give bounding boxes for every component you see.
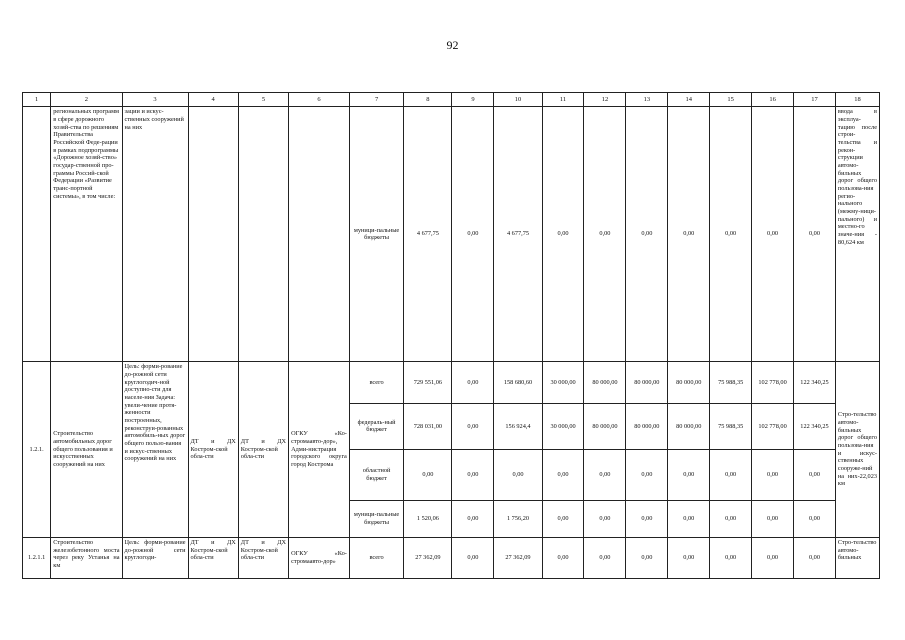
value-cell: 0,00 [626, 537, 668, 578]
value-cell: 102 778,00 [752, 362, 794, 404]
value-cell: 0,00 [752, 107, 794, 362]
value-cell: 0,00 [668, 107, 710, 362]
column-number: 10 [494, 93, 542, 107]
responsible-cell [188, 107, 238, 362]
value-cell: 0,00 [542, 107, 584, 362]
value-cell: 4 677,75 [404, 107, 452, 362]
value-cell: 80 000,00 [626, 362, 668, 404]
funding-source: областной бюджет [349, 449, 403, 500]
funding-source: всего [349, 362, 403, 404]
funding-source: муници-пальные бюджеты [349, 500, 403, 537]
funding-source: всего [349, 537, 403, 578]
value-cell: 4 677,75 [494, 107, 542, 362]
value-cell: 0,00 [752, 500, 794, 537]
value-cell: 0,00 [584, 537, 626, 578]
value-cell: 0,00 [794, 500, 836, 537]
value-cell: 158 680,60 [494, 362, 542, 404]
value-cell: 122 340,25 [794, 404, 836, 449]
table-row [23, 107, 880, 362]
column-number: 15 [710, 93, 752, 107]
value-cell: 0,00 [710, 449, 752, 500]
value-cell: 0,00 [584, 500, 626, 537]
column-number: 13 [626, 93, 668, 107]
value-cell: 0,00 [710, 537, 752, 578]
value-cell: 0,00 [452, 500, 494, 537]
column-number: 9 [452, 93, 494, 107]
value-cell: 729 551,06 [404, 362, 452, 404]
executor-cell [289, 107, 350, 362]
column-number: 1 [23, 93, 51, 107]
value-cell: 0,00 [626, 500, 668, 537]
value-cell: 156 924,4 [494, 404, 542, 449]
expected-result: Стро-тельство автомо-бильных дорог общего пользова-ния и искус-ственных сооруже-ний на них-22,023 км [835, 362, 879, 538]
page-number: 92 [446, 38, 459, 52]
value-cell: 0,00 [542, 449, 584, 500]
program-table [22, 92, 880, 579]
value-cell: 1 756,20 [494, 500, 542, 537]
value-cell: 0,00 [452, 404, 494, 449]
row-number: 1.2.1. [23, 362, 51, 538]
value-cell: 30 000,00 [542, 404, 584, 449]
row-number [23, 107, 51, 362]
value-cell: 0,00 [494, 449, 542, 500]
value-cell: 0,00 [542, 537, 584, 578]
column-number-row [23, 93, 880, 107]
column-number: 8 [404, 93, 452, 107]
value-cell: 0,00 [794, 107, 836, 362]
value-cell: 80 000,00 [668, 404, 710, 449]
column-number: 18 [835, 93, 879, 107]
column-number: 3 [122, 93, 188, 107]
table-row [23, 537, 880, 578]
value-cell: 27 362,09 [404, 537, 452, 578]
expected-result: ввода в эксплуа-тацию после строи-тельства и рекон-струкции автомо-бильных дорог общего пользова-ния регио-нального (межму-ници-пального) и местно-го значе-ния - 80,624 км [835, 107, 879, 362]
value-cell: 0,00 [584, 107, 626, 362]
value-cell: 0,00 [452, 537, 494, 578]
value-cell: 75 988,35 [710, 362, 752, 404]
value-cell: 0,00 [668, 449, 710, 500]
funding-source: муници-пальные бюджеты [349, 107, 403, 362]
value-cell: 0,00 [452, 449, 494, 500]
coordinator-cell: ДТ и ДХ Костром-ской обла-сти [238, 362, 288, 538]
measure-goal: Цель: форми-рование до-рожной сети круглогоди- [122, 537, 188, 578]
value-cell: 0,00 [710, 500, 752, 537]
measure-name: Строительство автомобильных дорог общего пользования и искусственных сооружений на них [51, 362, 122, 538]
value-cell: 122 340,25 [794, 362, 836, 404]
value-cell: 0,00 [584, 449, 626, 500]
value-cell: 0,00 [452, 107, 494, 362]
coordinator-cell [238, 107, 288, 362]
column-number: 14 [668, 93, 710, 107]
column-number: 6 [289, 93, 350, 107]
value-cell: 0,00 [404, 449, 452, 500]
value-cell: 728 031,00 [404, 404, 452, 449]
column-number: 4 [188, 93, 238, 107]
measure-name: региональных программ в сфере дорожного хозяй-ства по решениям Правительства Российской Феде-рации в рамках подпрограммы «Дорожное хозяй-ство» государ-ственной про-граммы Россий-ской Федерации «Развитие транс-портной системы», в том числе: [51, 107, 122, 362]
value-cell: 0,00 [752, 537, 794, 578]
expected-result: Стро-тельство автомо-бильных [835, 537, 879, 578]
value-cell: 0,00 [794, 449, 836, 500]
column-number: 17 [794, 93, 836, 107]
value-cell: 0,00 [794, 537, 836, 578]
value-cell: 80 000,00 [668, 362, 710, 404]
funding-source: федераль-ный бюджет [349, 404, 403, 449]
value-cell: 0,00 [626, 107, 668, 362]
column-number: 5 [238, 93, 288, 107]
column-number: 16 [752, 93, 794, 107]
value-cell: 30 000,00 [542, 362, 584, 404]
value-cell: 0,00 [752, 449, 794, 500]
measure-name: Строительство железобетонного моста через реку Устанья на км [51, 537, 122, 578]
value-cell: 0,00 [668, 500, 710, 537]
value-cell: 0,00 [668, 537, 710, 578]
value-cell: 0,00 [452, 362, 494, 404]
value-cell: 80 000,00 [584, 362, 626, 404]
value-cell: 80 000,00 [584, 404, 626, 449]
coordinator-cell: ДТ и ДХ Костром-ской обла-сти [238, 537, 288, 578]
measure-goal: зации и искус-ственных сооружений на них [122, 107, 188, 362]
column-number: 12 [584, 93, 626, 107]
measure-goal: Цель: форми-рование до-рожной сети круглогодич-ной доступно-сти для населе-ния Задача: увели-чение протя-женности построенных, реконструи-рованных автомобиль-ных дорог общего пользо-вания и искус-ственных сооружений на них [122, 362, 188, 538]
column-number: 2 [51, 93, 122, 107]
column-number: 7 [349, 93, 403, 107]
row-number: 1.2.1.1 [23, 537, 51, 578]
column-number: 11 [542, 93, 584, 107]
responsible-cell: ДТ и ДХ Костром-ской обла-сти [188, 537, 238, 578]
value-cell: 102 778,00 [752, 404, 794, 449]
responsible-cell: ДТ и ДХ Костром-ской обла-сти [188, 362, 238, 538]
value-cell: 0,00 [626, 449, 668, 500]
value-cell: 0,00 [542, 500, 584, 537]
value-cell: 80 000,00 [626, 404, 668, 449]
value-cell: 75 988,35 [710, 404, 752, 449]
value-cell: 0,00 [710, 107, 752, 362]
executor-cell: ОГКУ «Ко-стромаавто-дор» [289, 537, 350, 578]
value-cell: 1 520,06 [404, 500, 452, 537]
value-cell: 27 362,09 [494, 537, 542, 578]
executor-cell: ОГКУ «Ко-стромаавто-дор», Адми-нистрация городского округа город Кострома [289, 362, 350, 538]
table-row [23, 362, 880, 404]
